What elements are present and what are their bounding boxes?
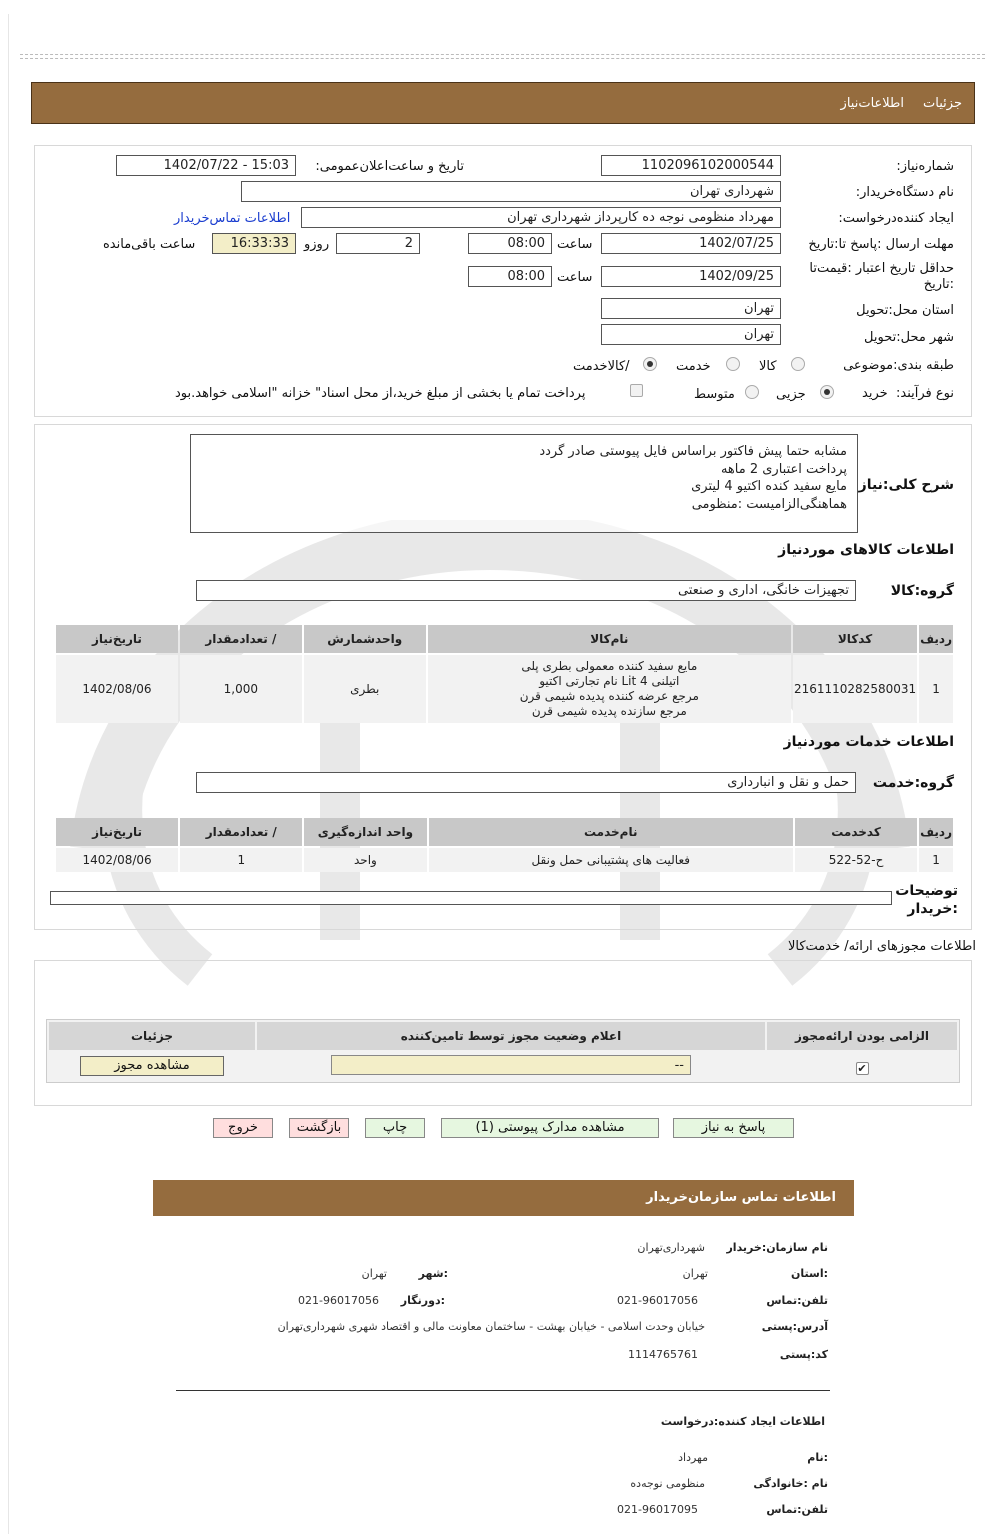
goods-name-line: مرجع عرضه کننده پدیده شیمی قرن: [519, 689, 699, 703]
contact-address-label: آدرس:پستی: [761, 1320, 828, 1333]
contact-phone-value: 021-96017056: [617, 1294, 698, 1307]
creator-info-title: اطلاعات ایجاد کننده:درخواست: [660, 1415, 825, 1428]
goods-table: [54, 623, 955, 725]
services-row-qty: 1: [180, 848, 302, 872]
buyer-notes-field: [50, 891, 892, 905]
buyer-contact-link[interactable]: اطلاعات تماس‌خریدار: [174, 211, 291, 226]
creator-phone-label: تلفن:تماس: [766, 1503, 828, 1516]
contact-fax-label: :دورنگار: [400, 1294, 445, 1307]
creator-name-value: مهرداد: [678, 1451, 708, 1464]
services-row-name: فعالیت های پشتیبانی حمل ونقل: [429, 848, 793, 872]
services-col-index: ردیف: [919, 818, 953, 846]
validity-label-line1: حداقل تاریخ اعتبار :قیمت‌تا: [809, 261, 954, 276]
contact-province-label: :استان: [791, 1267, 828, 1280]
goods-name-line: اتیلنی 4 Lit نام تجارتی اکتیو: [539, 674, 680, 688]
services-section-title: اطلاعات خدمات موردنیاز: [783, 734, 954, 750]
services-group-label: گروه:خدمت: [872, 775, 954, 791]
days-field: 2: [336, 233, 420, 254]
goods-row-index: 1: [919, 655, 953, 723]
description-label: شرح کلی:نیاز: [858, 477, 954, 493]
contact-fax-value: 021-96017056: [298, 1294, 379, 1307]
process-buy-label: خرید: [862, 386, 888, 401]
category-service-radio[interactable]: [726, 357, 740, 371]
goods-row-date: 1402/08/06: [56, 655, 178, 723]
contact-province-value: تهران: [682, 1267, 708, 1280]
treasury-payment-label: پرداخت تمام یا بخشی از مبلغ خرید،از محل اسناد" خزانه "اسلامی خواهد.بود: [175, 386, 586, 401]
description-line: مشابه حتما پیش فاکتور براساس فایل پیوستی صادر گردد: [539, 444, 847, 459]
creator-family-value: منظومی نوجه‌ده: [630, 1477, 705, 1490]
permits-table: [46, 1019, 960, 1083]
goods-col-index: ردیف: [919, 625, 953, 653]
services-col-unit: واحد اندازه‌گیری: [304, 818, 426, 846]
goods-name-line: مرجع سازنده پدیده شیمی قرن: [531, 704, 687, 718]
tab-details[interactable]: جزئیات: [923, 96, 962, 111]
buyer-org-label: نام دستگاه‌خریدار:: [855, 185, 954, 200]
back-button[interactable]: بازگشت: [289, 1118, 349, 1138]
description-box: [190, 434, 858, 533]
view-permit-button[interactable]: مشاهده مجوز: [80, 1056, 224, 1076]
goods-row-code: 2161110282580031: [793, 655, 917, 723]
process-partial-label: جزیی: [776, 387, 806, 402]
services-group-field: حمل و نقل و انبارداری: [196, 772, 856, 793]
days-label: روزو: [304, 237, 330, 252]
contact-city-value: تهران: [361, 1267, 387, 1280]
table-row: [56, 848, 953, 872]
category-goods-service-radio[interactable]: [643, 357, 657, 371]
deadline-label: مهلت ارسال :پاسخ تا:تاریخ: [808, 237, 954, 252]
city-label: شهر محل:تحویل: [864, 330, 954, 345]
permit-required-checkbox[interactable]: ✔: [857, 1062, 867, 1075]
buyer-org-field: شهرداری تهران: [241, 181, 781, 202]
province-field: تهران: [601, 298, 781, 319]
category-service-label: خدمت: [676, 359, 711, 374]
validity-time-label: ساعت: [557, 270, 593, 285]
top-divider: [20, 54, 985, 59]
goods-group-field: تجهیزات خانگی، اداری و صنعتی: [196, 580, 856, 601]
permits-required-cell: [767, 1052, 957, 1080]
goods-row-unit: بطری: [304, 655, 426, 723]
category-goods-service-label: /کالاخدمت: [573, 359, 630, 374]
permits-details-cell: [49, 1052, 255, 1080]
process-medium-label: متوسط: [694, 387, 735, 402]
exit-button[interactable]: خروج: [213, 1118, 273, 1138]
services-table: [54, 816, 955, 874]
province-label: استان محل:تحویل: [856, 303, 954, 318]
category-goods-label: کالا: [759, 359, 777, 374]
permits-col-required: الزامی بودن ارائه‌مجوز: [767, 1022, 957, 1050]
deadline-date-field: 1402/07/25: [601, 233, 781, 254]
need-number-field: 1102096102000544: [601, 155, 781, 176]
permits-col-details: جزئیات: [49, 1022, 255, 1050]
permits-title: اطلاعات مجوزهای ارائه/ خدمت‌کالا: [787, 939, 976, 954]
description-line: پرداخت اعتباری 2 ماهه: [720, 461, 847, 477]
remaining-time-field: 16:33:33: [212, 233, 296, 254]
permits-status-cell: [257, 1052, 765, 1080]
goods-col-name: نام‌کالا: [428, 625, 791, 653]
services-col-qty: / تعدادمقدار: [180, 818, 302, 846]
goods-col-code: کدکالا: [793, 625, 917, 653]
creator-family-label: نام :خانوادگی: [753, 1477, 828, 1490]
description-line: هماهنگی‌الزامیست :منظومی: [691, 496, 847, 512]
goods-name-line: مایع سفید کننده معمولی بطری پلی: [521, 659, 698, 673]
print-button[interactable]: چاپ: [365, 1118, 425, 1138]
contact-address-value: خیابان وحدت اسلامی - خیابان بهشت - ساختمان معاونت مالی و اقتصاد شهری شهرداری‌تهران: [277, 1320, 705, 1333]
services-col-date: تاریخ‌نیاز: [56, 818, 178, 846]
details-header-bar: [31, 82, 975, 124]
contact-header-bar: [153, 1180, 854, 1216]
attachments-button[interactable]: مشاهده مدارک پیوستی (1): [441, 1118, 659, 1138]
creator-name-label: :نام: [807, 1451, 828, 1464]
validity-label-line2: :تاریخ: [923, 277, 954, 292]
process-partial-radio[interactable]: [820, 385, 834, 399]
process-type-label: نوع فرآیند:: [896, 386, 954, 401]
table-row: [49, 1052, 957, 1080]
deadline-time-label: ساعت: [557, 237, 593, 252]
contact-phone-label: تلفن:تماس: [766, 1294, 828, 1307]
goods-group-label: گروه:کالا: [890, 583, 954, 599]
deadline-time-field: 08:00: [468, 233, 552, 254]
validity-date-field: 1402/09/25: [601, 266, 781, 287]
services-row-code: ح-52-522: [795, 848, 917, 872]
buyer-notes-label-1: توضیحات: [895, 883, 958, 899]
treasury-payment-checkbox[interactable]: [630, 384, 643, 397]
contact-title: اطلاعات تماس سازمان‌خریدار: [646, 1190, 836, 1205]
table-row: [56, 655, 953, 723]
services-col-code: کدخدمت: [795, 818, 917, 846]
need-number-label: شماره‌نیاز:: [896, 159, 954, 174]
buyer-notes-label-2: :خریدار: [907, 901, 958, 917]
process-medium-radio[interactable]: [745, 385, 759, 399]
permit-status-field[interactable]: --: [331, 1055, 691, 1075]
left-guide-line: [8, 14, 9, 1534]
goods-row-name: [428, 655, 791, 723]
category-label: طبقه بندی:موضوعی: [843, 358, 954, 373]
category-goods-radio[interactable]: [791, 357, 805, 371]
creator-phone-value: 021-96017095: [617, 1503, 698, 1516]
contact-divider: [176, 1390, 830, 1391]
goods-row-qty: 1,000: [180, 655, 302, 723]
validity-time-field: 08:00: [468, 266, 552, 287]
creator-field: مهرداد منظومی نوجه ده کارپرداز شهرداری تهران: [301, 207, 781, 228]
services-row-date: 1402/08/06: [56, 848, 178, 872]
remaining-time-label: ساعت باقی‌مانده: [103, 237, 196, 252]
goods-col-date: تاریخ‌نیاز: [56, 625, 178, 653]
announce-date-label: تاریخ و ساعت‌اعلان‌عمومی:: [315, 159, 464, 174]
permits-col-status: اعلام وضعیت مجوز توسط تامین‌کننده: [257, 1022, 765, 1050]
contact-org-value: شهرداری‌تهران: [637, 1241, 705, 1254]
description-line: مایع سفید کنده اکتیو 4 لیتری: [691, 479, 847, 494]
creator-label: ایجاد کننده‌درخواست:: [838, 211, 954, 226]
contact-city-label: :شهر: [418, 1267, 448, 1280]
tab-need-info[interactable]: اطلاعات‌نیاز: [840, 96, 904, 111]
announce-date-field: 1402/07/22 - 15:03: [116, 155, 296, 176]
goods-col-qty: / تعدادمقدار: [180, 625, 302, 653]
services-col-name: نام‌خدمت: [429, 818, 793, 846]
city-field: تهران: [601, 324, 781, 345]
services-row-unit: واحد: [304, 848, 426, 872]
contact-postal-label: کد:پستی: [779, 1348, 828, 1361]
contact-postal-value: 1114765761: [628, 1348, 698, 1361]
goods-section-title: اطلاعات کالاهای موردنیاز: [778, 542, 954, 558]
contact-org-label: نام سازمان:خریدار: [726, 1241, 828, 1254]
goods-col-unit: واحدشمارش: [304, 625, 426, 653]
services-row-index: 1: [919, 848, 953, 872]
reply-button[interactable]: پاسخ به نیاز: [673, 1118, 794, 1138]
